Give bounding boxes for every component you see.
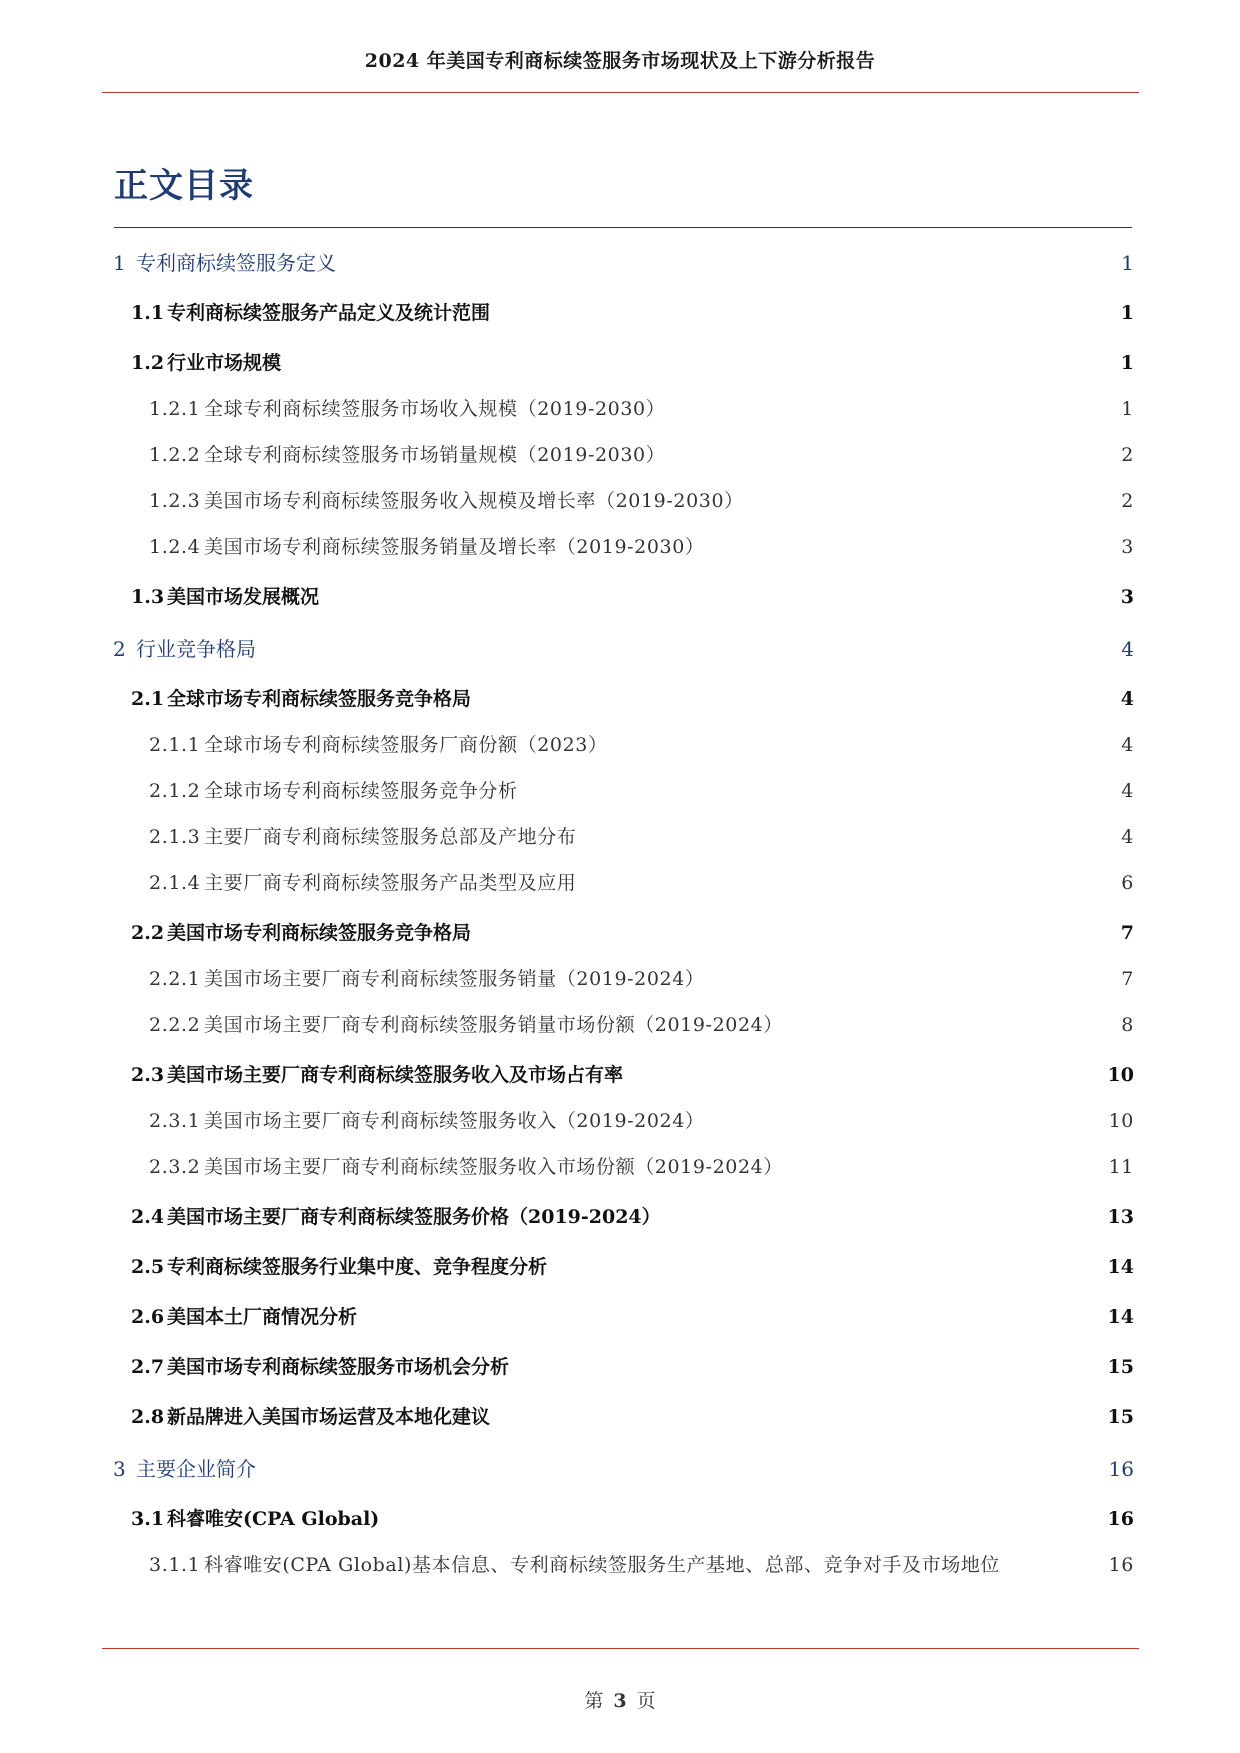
toc-entry-level2[interactable] [0,917,1240,949]
toc-entry-level2[interactable] [0,297,1240,329]
toc-entry-title: 全球专利商标续签服务市场销量规模（2019-2030） [204,444,666,466]
toc-entry-page: 4 [1121,637,1134,661]
toc-entry-page: 7 [1121,968,1134,990]
toc-entry-page: 13 [1107,1206,1134,1228]
toc-entry-title: 全球专利商标续签服务市场收入规模（2019-2030） [204,398,666,420]
toc-entry-title: 科睿唯安(CPA Global)基本信息、专利商标续签服务生产基地、总部、竞争对手及市场地位 [204,1554,1001,1576]
toc-entry-level3[interactable] [0,867,1240,899]
toc-entry-title: 美国市场发展概况 [167,586,320,608]
toc-entry-level3[interactable] [0,963,1240,995]
toc-entry-number: 1 [113,251,126,275]
toc-entry-title: 美国市场主要厂商专利商标续签服务收入及市场占有率 [167,1064,624,1086]
toc-entry-level3[interactable] [0,485,1240,517]
toc-entry-page: 1 [1121,398,1134,420]
toc-entry-title: 全球市场专利商标续签服务竞争分析 [204,780,518,802]
toc-entry-page: 4 [1121,826,1134,848]
toc-entry-number: 2.1.3 [149,826,201,848]
toc-entry-number: 2.5 [131,1256,165,1278]
toc-entry-number: 2.1.2 [149,780,201,802]
toc-entry-page: 6 [1121,872,1134,894]
toc-entry-level2[interactable] [0,1201,1240,1233]
toc-entry-title: 美国市场主要厂商专利商标续签服务收入（2019-2024） [204,1110,705,1132]
toc-entry-page: 4 [1120,688,1134,710]
toc-entry-page: 10 [1108,1110,1134,1132]
toc-entry-number: 2.4 [131,1206,165,1228]
toc-entry-level2[interactable] [0,1401,1240,1433]
toc-entry-page: 15 [1107,1356,1134,1378]
footer-page-number: 3 [613,1690,627,1712]
toc-entry-number: 2.8 [131,1406,165,1428]
toc-entry-page: 4 [1121,780,1134,802]
toc-entry-page: 2 [1121,490,1134,512]
toc-entry-page: 16 [1108,1554,1134,1576]
toc-entry-title: 主要企业简介 [136,1457,256,1481]
toc-entry-level3[interactable] [0,1009,1240,1041]
toc-entry-number: 3.1.1 [149,1554,201,1576]
toc-entry-title: 美国市场主要厂商专利商标续签服务销量市场份额（2019-2024） [204,1014,783,1036]
toc-entry-number: 3 [113,1457,126,1481]
toc-entry-title: 科睿唯安(CPA Global) [167,1508,380,1530]
toc-entry-title: 美国市场专利商标续签服务收入规模及增长率（2019-2030） [204,490,744,512]
toc-entry-level2[interactable] [0,1301,1240,1333]
toc-entry-title: 行业竞争格局 [136,637,256,661]
footer-prefix: 第 [584,1690,604,1712]
toc-entry-number: 2 [113,637,126,661]
toc-entry-level2[interactable] [0,347,1240,379]
toc-title: 正文目录 [114,166,254,206]
toc-entry-page: 1 [1120,302,1134,324]
toc-entry-page: 11 [1108,1156,1134,1178]
toc-entry-title: 主要厂商专利商标续签服务产品类型及应用 [204,872,577,894]
toc-entry-title: 美国市场主要厂商专利商标续签服务价格（2019-2024） [167,1206,661,1228]
toc-entry-level3[interactable] [0,1151,1240,1183]
toc-entry-number: 2.3 [131,1064,165,1086]
toc-entry-level1[interactable] [0,633,1240,665]
toc-entry-page: 7 [1120,922,1134,944]
toc-entry-page: 16 [1107,1508,1134,1530]
toc-entry-title: 美国市场主要厂商专利商标续签服务销量（2019-2024） [204,968,705,990]
toc-entry-level3[interactable] [0,1549,1240,1581]
toc-entry-number: 2.2 [131,922,165,944]
toc-entry-page: 10 [1107,1064,1134,1086]
toc-entry-level2[interactable] [0,581,1240,613]
toc-entry-level2[interactable] [0,683,1240,715]
toc-entry-title: 美国本土厂商情况分析 [167,1306,358,1328]
toc-entry-page: 14 [1107,1256,1134,1278]
toc-entry-level2[interactable] [0,1251,1240,1283]
header-divider [102,92,1139,93]
toc-entry-title: 专利商标续签服务定义 [136,251,336,275]
toc-entry-number: 2.1 [131,688,165,710]
toc-entry-level3[interactable] [0,393,1240,425]
toc-entry-title: 美国市场主要厂商专利商标续签服务收入市场份额（2019-2024） [204,1156,783,1178]
toc-entry-number: 2.3.2 [149,1156,201,1178]
toc-entry-number: 2.2.2 [149,1014,201,1036]
toc-entry-title: 美国市场专利商标续签服务竞争格局 [167,922,472,944]
toc-entry-level2[interactable] [0,1503,1240,1535]
toc-entry-level3[interactable] [0,821,1240,853]
toc-entry-number: 2.2.1 [149,968,201,990]
toc-entry-page: 4 [1121,734,1134,756]
toc-entry-number: 1.2.3 [149,490,201,512]
toc-entry-page: 15 [1107,1406,1134,1428]
toc-entry-page: 2 [1121,444,1134,466]
toc-entry-number: 2.1.1 [149,734,201,756]
toc-entry-number: 1.1 [131,302,165,324]
toc-entry-level1[interactable] [0,247,1240,279]
toc-entry-title: 专利商标续签服务产品定义及统计范围 [167,302,491,324]
toc-entry-title: 全球市场专利商标续签服务竞争格局 [167,688,472,710]
toc-entry-page: 14 [1107,1306,1134,1328]
page-footer [0,1686,1240,1713]
page-header: 2024 年美国专利商标续签服务市场现状及上下游分析报告 [364,50,876,72]
footer-divider [102,1648,1139,1649]
toc-entry-title: 专利商标续签服务行业集中度、竞争程度分析 [167,1256,548,1278]
toc-entry-title: 行业市场规模 [167,352,282,374]
toc-entry-page: 3 [1120,586,1134,608]
toc-entry-title: 全球市场专利商标续签服务厂商份额（2023） [204,734,608,756]
toc-entry-page: 8 [1121,1014,1134,1036]
toc-entry-level2[interactable] [0,1351,1240,1383]
toc-entry-number: 1.2.1 [149,398,201,420]
toc-entry-page: 1 [1120,352,1134,374]
toc-entry-title: 主要厂商专利商标续签服务总部及产地分布 [204,826,577,848]
toc-entry-page: 1 [1121,251,1134,275]
toc-entry-level2[interactable] [0,1059,1240,1091]
toc-entry-title: 新品牌进入美国市场运营及本地化建议 [167,1406,491,1428]
toc-entry-number: 2.1.4 [149,872,201,894]
toc-entry-number: 1.2.2 [149,444,201,466]
toc-entry-title: 美国市场专利商标续签服务市场机会分析 [167,1356,510,1378]
toc-entry-level3[interactable] [0,439,1240,471]
footer-suffix: 页 [636,1690,656,1712]
toc-entry-page: 16 [1108,1457,1134,1481]
toc-entry-level3[interactable] [0,729,1240,761]
toc-entry-number: 2.6 [131,1306,165,1328]
toc-entry-number: 2.7 [131,1356,165,1378]
toc-entry-number: 1.2.4 [149,536,201,558]
toc-entry-level3[interactable] [0,531,1240,563]
toc-entry-page: 3 [1121,536,1134,558]
toc-entry-number: 2.3.1 [149,1110,201,1132]
toc-entry-title: 美国市场专利商标续签服务销量及增长率（2019-2030） [204,536,705,558]
toc-entry-number: 1.3 [131,586,165,608]
title-divider [114,227,1132,228]
toc-entry-number: 3.1 [131,1508,165,1530]
toc-entry-number: 1.2 [131,352,165,374]
toc-entry-level3[interactable] [0,775,1240,807]
toc-entry-level3[interactable] [0,1105,1240,1137]
toc-entry-level1[interactable] [0,1453,1240,1485]
